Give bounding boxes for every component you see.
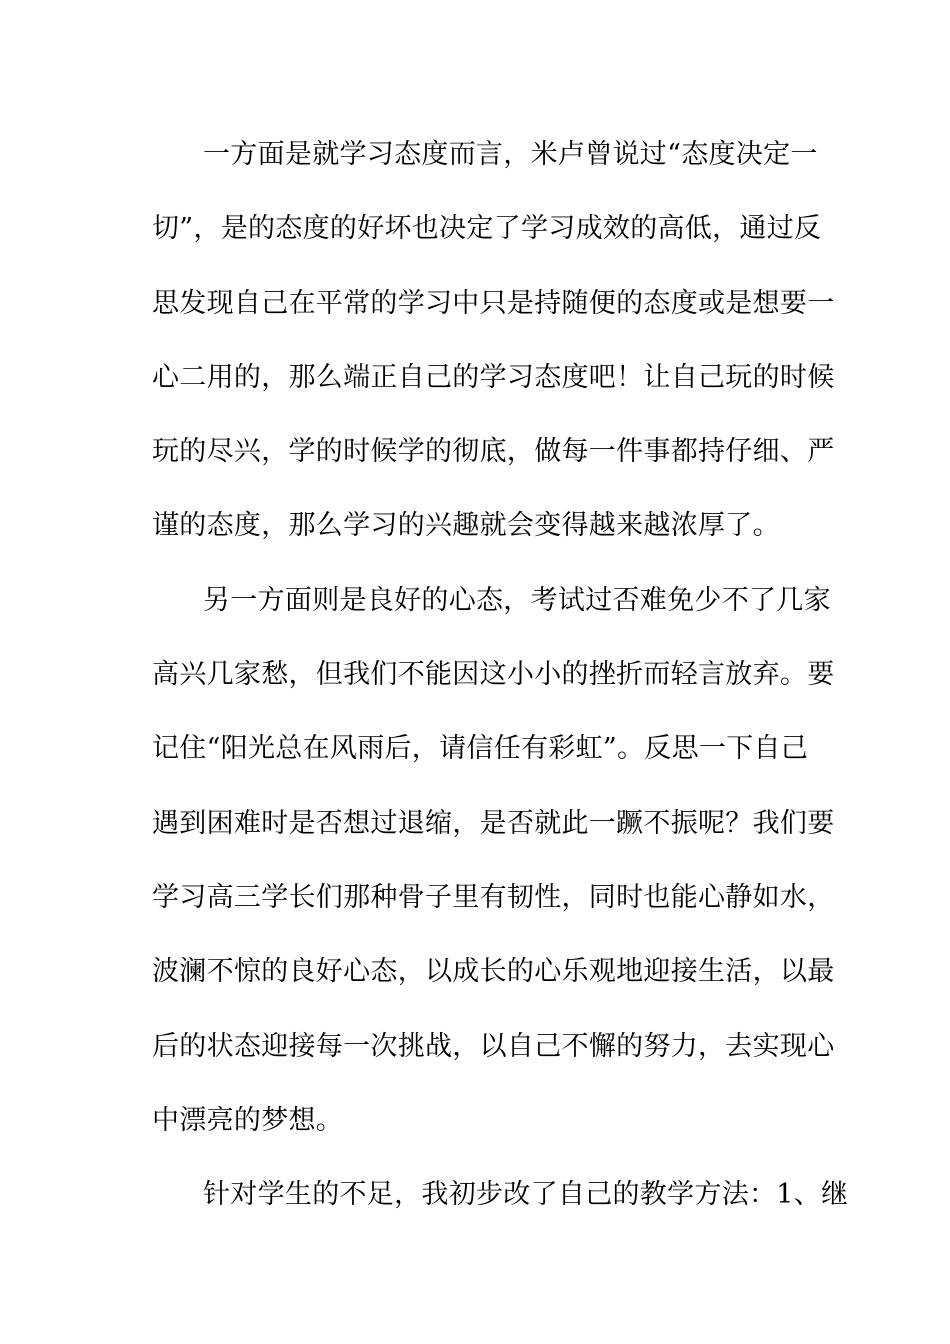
- paragraph-2-line-3: 记住“阳光总在风雨后，请信任有彩虹”。反思一下自己: [152, 733, 809, 765]
- paragraph-1-line-5: 玩的尽兴，学的时候学的彻底，做每一件事都持仔细、严: [152, 436, 835, 468]
- paragraph-1-line-6: 谨的态度，那么学习的兴趣就会变得越来越浓厚了。: [152, 510, 780, 542]
- paragraph-1-line-3: 思发现自己在平常的学习中只是持随便的态度或是想要一: [152, 287, 835, 319]
- paragraph-1-line-4: 心二用的，那么端正自己的学习态度吧！让自己玩的时候: [152, 361, 835, 393]
- paragraph-2-line-1: 另一方面则是良好的心态，考试过否难免少不了几家: [203, 584, 831, 616]
- paragraph-2-line-5: 学习高三学长们那种骨子里有韧性，同时也能心静如水，: [152, 881, 835, 913]
- body-text: [152, 118, 849, 1232]
- paragraph-2-line-6: 波澜不惊的良好心态，以成长的心乐观地迎接生活，以最: [152, 956, 835, 988]
- paragraph-2-line-4: 遇到困难时是否想过退缩，是否就此一蹶不振呢？我们要: [152, 807, 835, 839]
- paragraph-1-line-2: 切”，是的态度的好坏也决定了学习成效的高低，通过反: [152, 213, 822, 245]
- paragraph-2-line-8: 中漂亮的梦想。: [152, 1104, 344, 1136]
- paragraph-1-line-1: 一方面是就学习态度而言，米卢曾说过“态度决定一: [203, 139, 818, 170]
- paragraph-2-line-2: 高兴几家愁，但我们不能因这小小的挫折而轻言放弃。要: [152, 659, 835, 691]
- paragraph-2-line-7: 后的状态迎接每一次挑战，以自己不懈的努力，去实现心: [152, 1030, 835, 1062]
- paragraph-3-line-1: 针对学生的不足，我初步改了自己的教学方法：1、继: [203, 1179, 849, 1211]
